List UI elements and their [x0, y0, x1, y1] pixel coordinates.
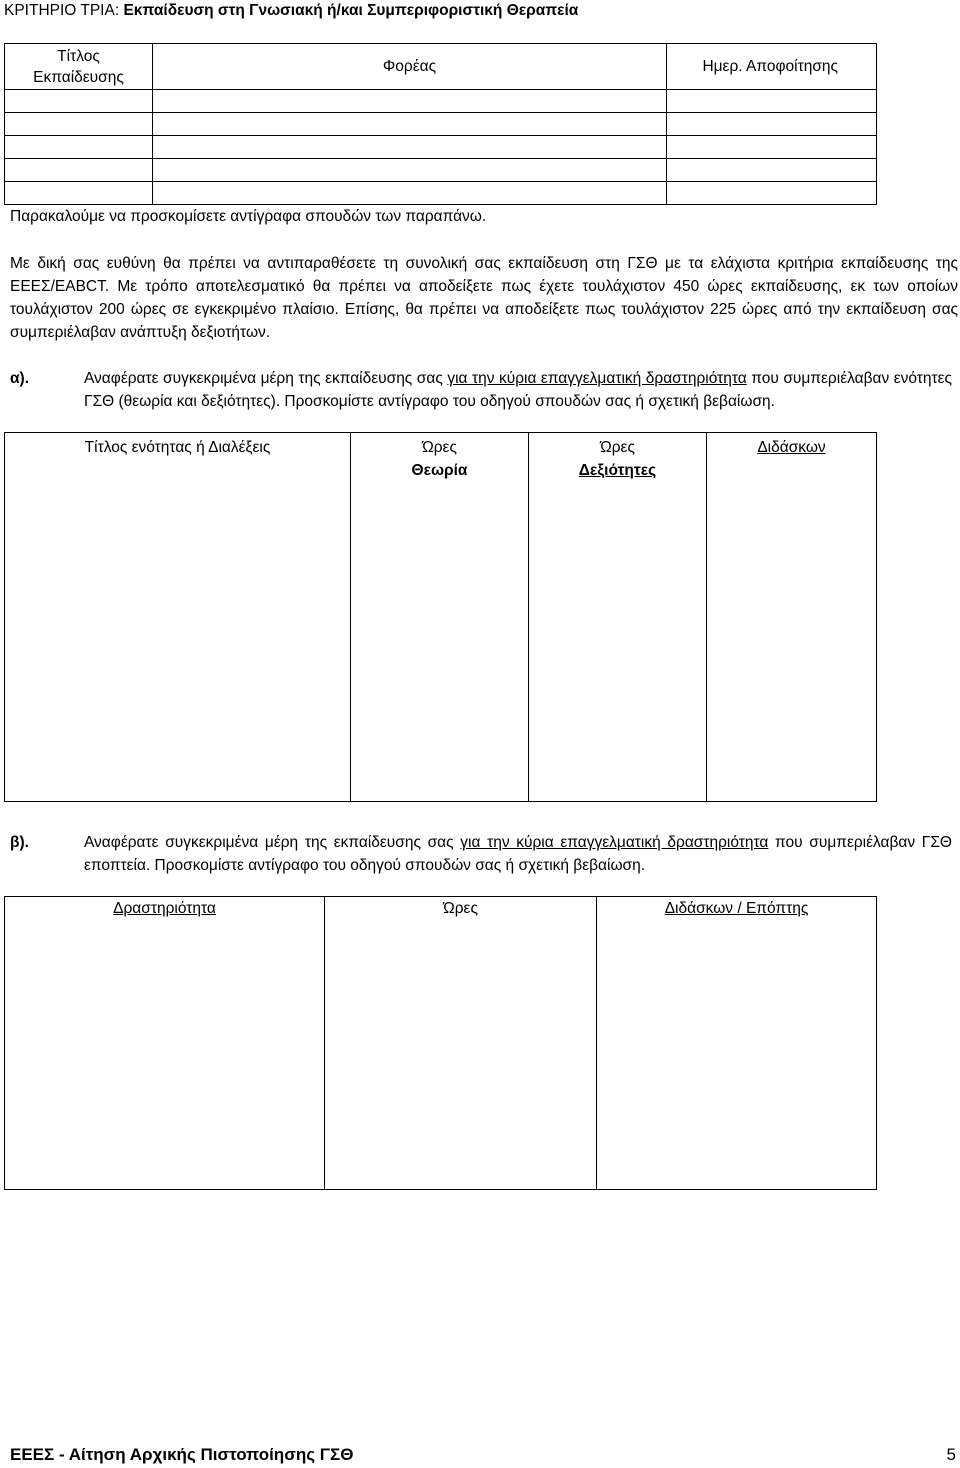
education-title-cell[interactable]: [5, 113, 153, 136]
item-b-underlined: για την κύρια επαγγελματική δραστηριότητα: [460, 834, 769, 851]
modules-theory-column[interactable]: [351, 433, 529, 802]
table-row: [5, 90, 877, 113]
supervision-hours-column[interactable]: [325, 897, 597, 1190]
modules-teacher-header: Διδάσκων: [757, 439, 826, 456]
education-title-cell[interactable]: [5, 136, 153, 159]
page-number: 5: [946, 1445, 956, 1464]
section-title: [4, 0, 578, 22]
supervision-hours-header: Ώρες: [443, 900, 478, 917]
education-title-header: Τίτλος Εκπαίδευσης: [5, 44, 153, 90]
modules-skills-header: Ώρες Δεξιότητες: [578, 439, 657, 479]
education-institution-cell[interactable]: [153, 113, 667, 136]
responsibility-instruction: Με δική σας ευθύνη θα πρέπει να αντιπαραθέσετε τη συνολική σας εκπαίδευση στη ΓΣΘ με τα ελάχιστα κριτήρια εκπαίδευσης της ΕΕΕΣ/EABCT. Με τρόπο αποτελεσματικό θα πρέπει να αποδείξετε πως έχετε τουλάχιστον 450 ώρες εκπαίδευσης, εκ των οποίων τουλάχιστον 200 ώρες σε εγκεκριμένο πλαίσιο. Επίσης, θα πρέπει να αποδείξετε πως τουλάχιστον 225 ώρες από την εκπαίδευση σας συμπεριέλαβαν ανάπτυξη δεξιοτήτων.: [10, 255, 958, 341]
education-table: [4, 43, 877, 205]
item-a-label: α).: [10, 370, 29, 387]
supervision-supervisor-header: Διδάσκων / Επόπτης: [664, 900, 809, 917]
table-row: [5, 159, 877, 182]
item-b-text: Αναφέρατε συγκεκριμένα μέρη της εκπαίδευσης σας για την κύρια επαγγελματική δραστηριότητα που συμπεριέλαβαν ΓΣΘ εποπτεία. Προσκομίστε αντίγραφο του οδηγού σπουδών σας ή σχετική βεβαίωση.: [84, 834, 952, 874]
education-date-cell[interactable]: [667, 182, 877, 205]
education-title-cell[interactable]: [5, 182, 153, 205]
modules-skills-column[interactable]: [529, 433, 707, 802]
modules-theory-header: Ώρες Θεωρία: [411, 439, 468, 479]
education-institution-cell[interactable]: [153, 159, 667, 182]
modules-table: [4, 432, 877, 802]
education-table-header: [5, 44, 877, 90]
education-date-cell[interactable]: [667, 159, 877, 182]
education-title-cell[interactable]: [5, 159, 153, 182]
supervision-table: [4, 896, 877, 1190]
table-row: [5, 113, 877, 136]
table-row: [5, 136, 877, 159]
item-a-underlined: για την κύρια επαγγελματική δραστηριότητα: [447, 370, 747, 387]
section-title-text: Εκπαίδευση στη Γνωσιακή ή/και Συμπεριφοριστική Θεραπεία: [123, 2, 579, 19]
supervision-activity-column[interactable]: [5, 897, 325, 1190]
table-row: [5, 182, 877, 205]
education-date-header: Ημερ. Αποφοίτησης: [667, 44, 877, 90]
table-row: [5, 433, 877, 802]
modules-title-header: Τίτλος ενότητας ή Διαλέξεις: [84, 439, 271, 456]
section-title-lead: ΚΡΙΤΗΡΙΟ ΤΡΙΑ:: [4, 2, 120, 19]
item-a-text: Αναφέρατε συγκεκριμένα μέρη της εκπαίδευσης σας για την κύρια επαγγελματική δραστηριότητα που συμπεριέλαβαν ενότητες ΓΣΘ (θεωρία και δεξιότητες). Προσκομίστε αντίγραφο του οδηγού σπουδών σας ή σχετική βεβαίωση.: [84, 370, 953, 410]
item-b-label: β).: [10, 834, 29, 851]
education-institution-cell[interactable]: [153, 182, 667, 205]
modules-title-column[interactable]: [5, 433, 351, 802]
table-row: [5, 897, 877, 1190]
education-date-cell[interactable]: [667, 90, 877, 113]
copies-instruction: Παρακαλούμε να προσκομίσετε αντίγραφα σπουδών των παραπάνω.: [10, 208, 487, 225]
education-institution-cell[interactable]: [153, 136, 667, 159]
page-footer: ΕΕΕΣ - Αίτηση Αρχικής Πιστοποίησης ΓΣΘ: [10, 1445, 354, 1464]
education-title-cell[interactable]: [5, 90, 153, 113]
education-institution-cell[interactable]: [153, 90, 667, 113]
education-institution-header: Φορέας: [153, 44, 667, 90]
education-date-cell[interactable]: [667, 136, 877, 159]
supervision-activity-header: Δραστηριότητα: [113, 900, 216, 917]
supervision-supervisor-column[interactable]: [597, 897, 877, 1190]
modules-teacher-column[interactable]: [707, 433, 877, 802]
education-date-cell[interactable]: [667, 113, 877, 136]
